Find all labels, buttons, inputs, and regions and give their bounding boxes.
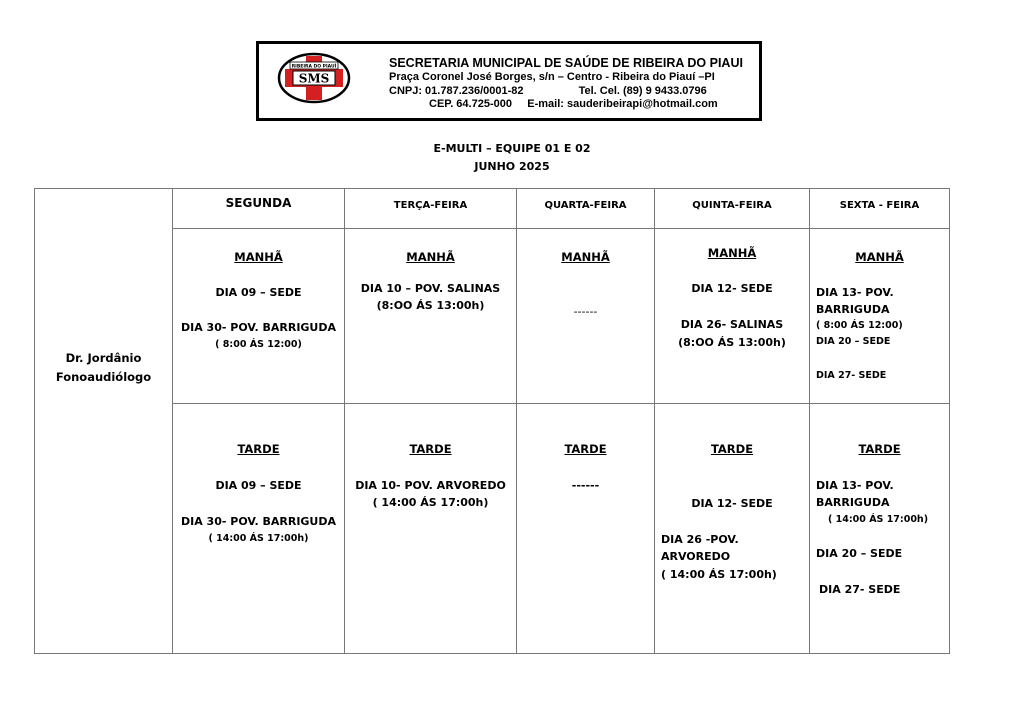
day-header-thu: QUINTA-FEIRA [655, 189, 810, 229]
contact-line: CEP. 64.725-000 E-mail: sauderibeirapi@hotmail.com [429, 98, 718, 110]
day-header-tue: TERÇA-FEIRA [345, 189, 517, 229]
morning-tue: MANHÃ DIA 10 – POV. SALINAS (8:OO ÁS 13:00h) [345, 229, 517, 404]
morning-mon: MANHÃ DIA 09 – SEDE DIA 30- POV. BARRIGUDA ( 8:00 ÁS 12:00) [173, 229, 345, 404]
svg-text:RIBEIRA DO PIAUÍ: RIBEIRA DO PIAUÍ [291, 64, 337, 70]
letterhead [256, 41, 762, 121]
morning-wed: MANHÃ ------ [517, 229, 655, 404]
afternoon-tue: TARDE DIA 10- POV. ARVOREDO ( 14:00 ÁS 17:00h) [345, 404, 517, 654]
professional-name: Dr. Jordânio [65, 351, 142, 365]
professional-cell [35, 189, 173, 654]
professional-role: Fonoaudiólogo [55, 370, 152, 384]
address-line: Praça Coronel José Borges, s/n – Centro - Ribeira do Piauí –PI [389, 71, 715, 83]
day-header-wed: QUARTA-FEIRA [517, 189, 655, 229]
svg-text:SMS: SMS [298, 71, 330, 86]
cnpj-line: CNPJ: 01.787.236/0001-82 Tel. Cel. (89) 9 9433.0796 [389, 84, 707, 97]
sms-logo [277, 52, 351, 104]
afternoon-wed: TARDE ------ [517, 404, 655, 654]
afternoon-thu: TARDE DIA 12- SEDE DIA 26 -POV. ARVOREDO ( 14:00 ÁS 17:00h) [655, 404, 810, 654]
day-header-mon: SEGUNDA [173, 189, 345, 229]
morning-thu: MANHÃ DIA 12- SEDE DIA 26- SALINAS (8:OO ÁS 13:00h) [655, 229, 810, 404]
afternoon-fri: TARDE DIA 13- POV. BARRIGUDA ( 14:00 ÁS 17:00h) DIA 20 – SEDE DIA 27- SEDE [810, 404, 950, 654]
day-header-fri: SEXTA - FEIRA [810, 189, 950, 229]
schedule-table [34, 188, 950, 654]
document-title: E-MULTI – EQUIPE 01 E 02 [433, 142, 591, 155]
secretaria-title: SECRETARIA MUNICIPAL DE SAÚDE DE RIBEIRA DO PIAUI [389, 56, 743, 70]
document-subtitle: JUNHO 2025 [474, 160, 550, 173]
morning-fri: MANHÃ DIA 13- POV. BARRIGUDA ( 8:00 ÁS 12:00) DIA 20 – SEDE DIA 27- SEDE [810, 229, 950, 404]
afternoon-mon: TARDE DIA 09 – SEDE DIA 30- POV. BARRIGUDA ( 14:00 ÁS 17:00h) [173, 404, 345, 654]
